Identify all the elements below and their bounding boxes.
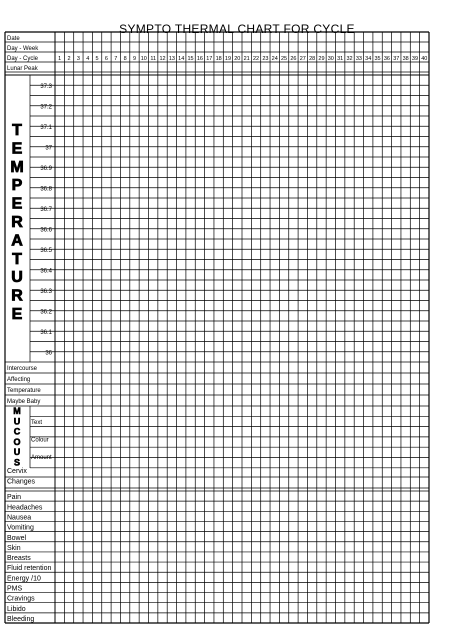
chart-title: SYMPTO THERMAL CHART FOR CYCLE — [119, 22, 355, 36]
day-number: 9 — [132, 56, 137, 62]
day-number: 3 — [76, 56, 80, 62]
grid-lines — [5, 32, 429, 623]
temperature-letter: R — [11, 287, 23, 305]
temperature-tick: 36.1 — [40, 329, 52, 336]
day-number: 13 — [168, 56, 175, 62]
day-number: 6 — [104, 56, 108, 62]
mucous-letter: S — [13, 457, 21, 468]
mucous-sublabel: Colour — [31, 437, 49, 444]
day-number: 1 — [58, 56, 62, 62]
mucous-letter: U — [13, 416, 21, 427]
temperature-tick: 36.8 — [40, 186, 52, 193]
day-number: 21 — [243, 56, 250, 62]
temperature-letter: R — [11, 214, 23, 231]
day-number: 22 — [252, 56, 260, 62]
temperature-tick: 37.3 — [40, 83, 52, 90]
symptom-label: Bowel — [7, 534, 27, 542]
symptom-label: Cravings — [7, 595, 35, 603]
temperature-tick: 36.4 — [40, 268, 52, 275]
middle-row-label: Temperature — [7, 388, 41, 394]
day-number: 28 — [309, 56, 316, 62]
grid-labels — [7, 36, 427, 623]
day-number: 23 — [262, 56, 269, 62]
header-row-label: Day - Cycle — [7, 56, 39, 62]
middle-row-label: Intercourse — [7, 366, 38, 372]
symptom-label: Bleeding — [7, 616, 35, 623]
temperature-letter: E — [11, 195, 23, 213]
temperature-tick: 36.3 — [40, 288, 52, 295]
day-number: 16 — [196, 56, 203, 62]
mucous-letter: O — [13, 436, 21, 447]
cervix-label: Cervix — [7, 468, 27, 475]
temperature-letter: T — [12, 250, 22, 268]
day-number: 31 — [337, 56, 344, 62]
symptom-label: Headaches — [7, 504, 43, 512]
temperature-letter: A — [11, 232, 23, 250]
day-number: 2 — [67, 56, 71, 62]
header-row-label: Day - Week — [7, 46, 39, 52]
symptom-label: Pain — [7, 494, 22, 502]
symptom-label: Nausea — [7, 514, 32, 522]
symptom-label: Vomiting — [7, 524, 34, 532]
day-number: 29 — [318, 56, 325, 62]
mucous-sublabel: Text — [31, 420, 43, 426]
temperature-tick: 36.2 — [40, 309, 52, 316]
day-number: 34 — [365, 56, 372, 62]
temperature-tick: 37.2 — [40, 104, 52, 111]
temperature-tick: 36 — [45, 350, 52, 357]
header-row-label: Date — [7, 36, 20, 42]
temperature-letter: E — [11, 140, 23, 158]
day-number: 4 — [86, 56, 90, 62]
mucous-letter: U — [13, 447, 21, 458]
header-row-label: Lunar Peak — [7, 66, 38, 72]
day-number: 32 — [346, 56, 353, 62]
temperature-tick: 37.1 — [40, 124, 52, 131]
middle-row-label: Maybe Baby — [7, 399, 41, 405]
mucous-sublabel: Amount — [31, 455, 52, 461]
symptom-label: Skin — [7, 544, 21, 552]
middle-row-label: Affecting — [7, 377, 31, 383]
day-number: 20 — [234, 56, 241, 62]
day-number: 38 — [402, 56, 409, 62]
day-number: 17 — [206, 56, 213, 62]
day-number: 18 — [215, 56, 222, 62]
day-number: 37 — [393, 56, 400, 62]
day-number: 24 — [271, 56, 278, 62]
day-number: 8 — [123, 56, 127, 62]
day-number: 14 — [178, 56, 185, 62]
mucous-letter: M — [13, 406, 21, 416]
day-number: 36 — [383, 56, 390, 62]
day-number: 19 — [224, 56, 232, 62]
symptom-label: Energy /10 — [7, 575, 41, 583]
symptom-label: PMS — [7, 585, 23, 593]
day-number: 10 — [140, 56, 147, 62]
temperature-tick: 36.6 — [40, 227, 52, 234]
temperature-letter: M — [10, 158, 24, 176]
cervix-label: Changes — [7, 478, 36, 486]
temperature-letter: P — [11, 177, 23, 195]
temperature-tick: 37 — [45, 145, 52, 152]
temperature-letter: T — [12, 122, 22, 139]
day-number: 27 — [299, 56, 306, 62]
symptom-label: Fluid retention — [7, 565, 52, 573]
day-number: 33 — [355, 56, 362, 62]
temperature-tick: 36.5 — [40, 247, 52, 254]
temperature-tick: 36.7 — [40, 206, 52, 213]
temperature-tick: 36.9 — [40, 165, 52, 172]
day-number: 11 — [150, 56, 157, 62]
day-number: 35 — [374, 56, 381, 62]
mucous-letter: C — [13, 426, 21, 437]
day-number: 7 — [114, 56, 118, 62]
temperature-letter: E — [11, 306, 23, 323]
temperature-letter: U — [11, 269, 23, 287]
day-number: 40 — [421, 56, 428, 62]
symptom-label: Breasts — [7, 555, 31, 563]
day-number: 5 — [95, 56, 99, 62]
day-number: 15 — [187, 56, 194, 62]
day-number: 30 — [327, 56, 334, 62]
day-number: 12 — [159, 56, 166, 62]
day-number: 26 — [290, 56, 297, 62]
day-number: 39 — [411, 56, 419, 62]
day-number: 25 — [281, 56, 288, 62]
symptom-label: Libido — [7, 605, 26, 613]
